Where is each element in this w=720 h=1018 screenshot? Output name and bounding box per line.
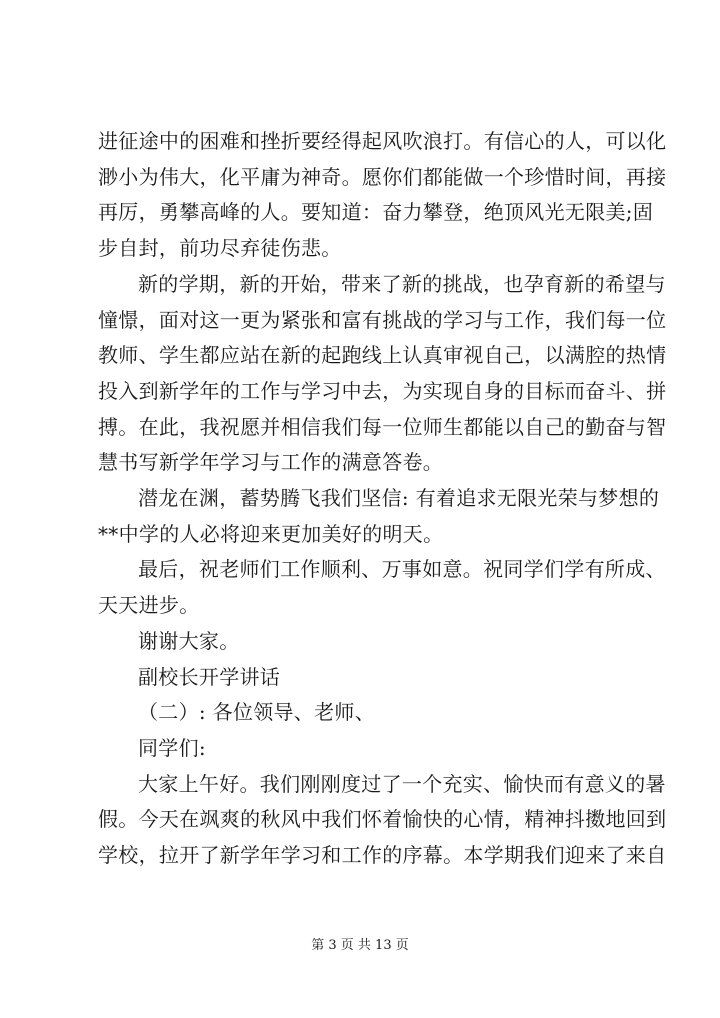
text-line: 进征途中的困难和挫折要经得起风吹浪打。有信心的人，可以化 [98, 129, 667, 153]
text-line: 副校长开学讲话 [138, 665, 281, 689]
text-line: 学校，拉开了新学年学习和工作的序幕。本学期我们迎来了来自 [98, 843, 667, 867]
text-line: 新的学期，新的开始，带来了新的挑战，也孕育新的希望与 [138, 272, 666, 296]
text-line: 最后，祝老师们工作顺利、万事如意。祝同学们学有所成、 [138, 557, 666, 581]
text-line: 步自封，前功尽弃徒伤悲。 [98, 236, 342, 260]
text-line: （二）: 各位领导、老师、 [138, 700, 375, 724]
text-line: 同学们: [138, 736, 206, 760]
text-line: **中学的人必将迎来更加美好的明天。 [98, 522, 444, 546]
text-line: 天天进步。 [98, 593, 200, 617]
text-line: 搏。在此，我祝愿并相信我们每一位师生都能以自己的勤奋与智 [98, 415, 667, 439]
page-footer: 第 3 页 共 13 页 [311, 938, 409, 953]
text-line: 大家上午好。我们刚刚度过了一个充实、愉快而有意义的暑 [138, 772, 666, 796]
text-line: 潜龙在渊，蓄势腾飞我们坚信: 有着追求无限光荣与梦想的 [138, 486, 660, 510]
text-line: 假。今天在飒爽的秋风中我们怀着愉快的心情，精神抖擞地回到 [98, 807, 667, 831]
text-line: 谢谢大家。 [138, 629, 240, 653]
text-line: 投入到新学年的工作与学习中去，为实现自身的目标而奋斗、拼 [98, 379, 667, 403]
text-line: 憧憬，面对这一更为紧张和富有挑战的学习与工作，我们每一位 [98, 308, 667, 332]
text-line: 渺小为伟大，化平庸为神奇。愿你们都能做一个珍惜时间，再接 [98, 165, 667, 189]
text-line: 慧书写新学年学习与工作的满意答卷。 [98, 450, 444, 474]
text-line: 教师、学生都应站在新的起跑线上认真审视自己，以满腔的热情 [98, 343, 667, 367]
text-line: 再厉，勇攀高峰的人。要知道：奋力攀登，绝顶风光无限美;固 [98, 200, 654, 224]
